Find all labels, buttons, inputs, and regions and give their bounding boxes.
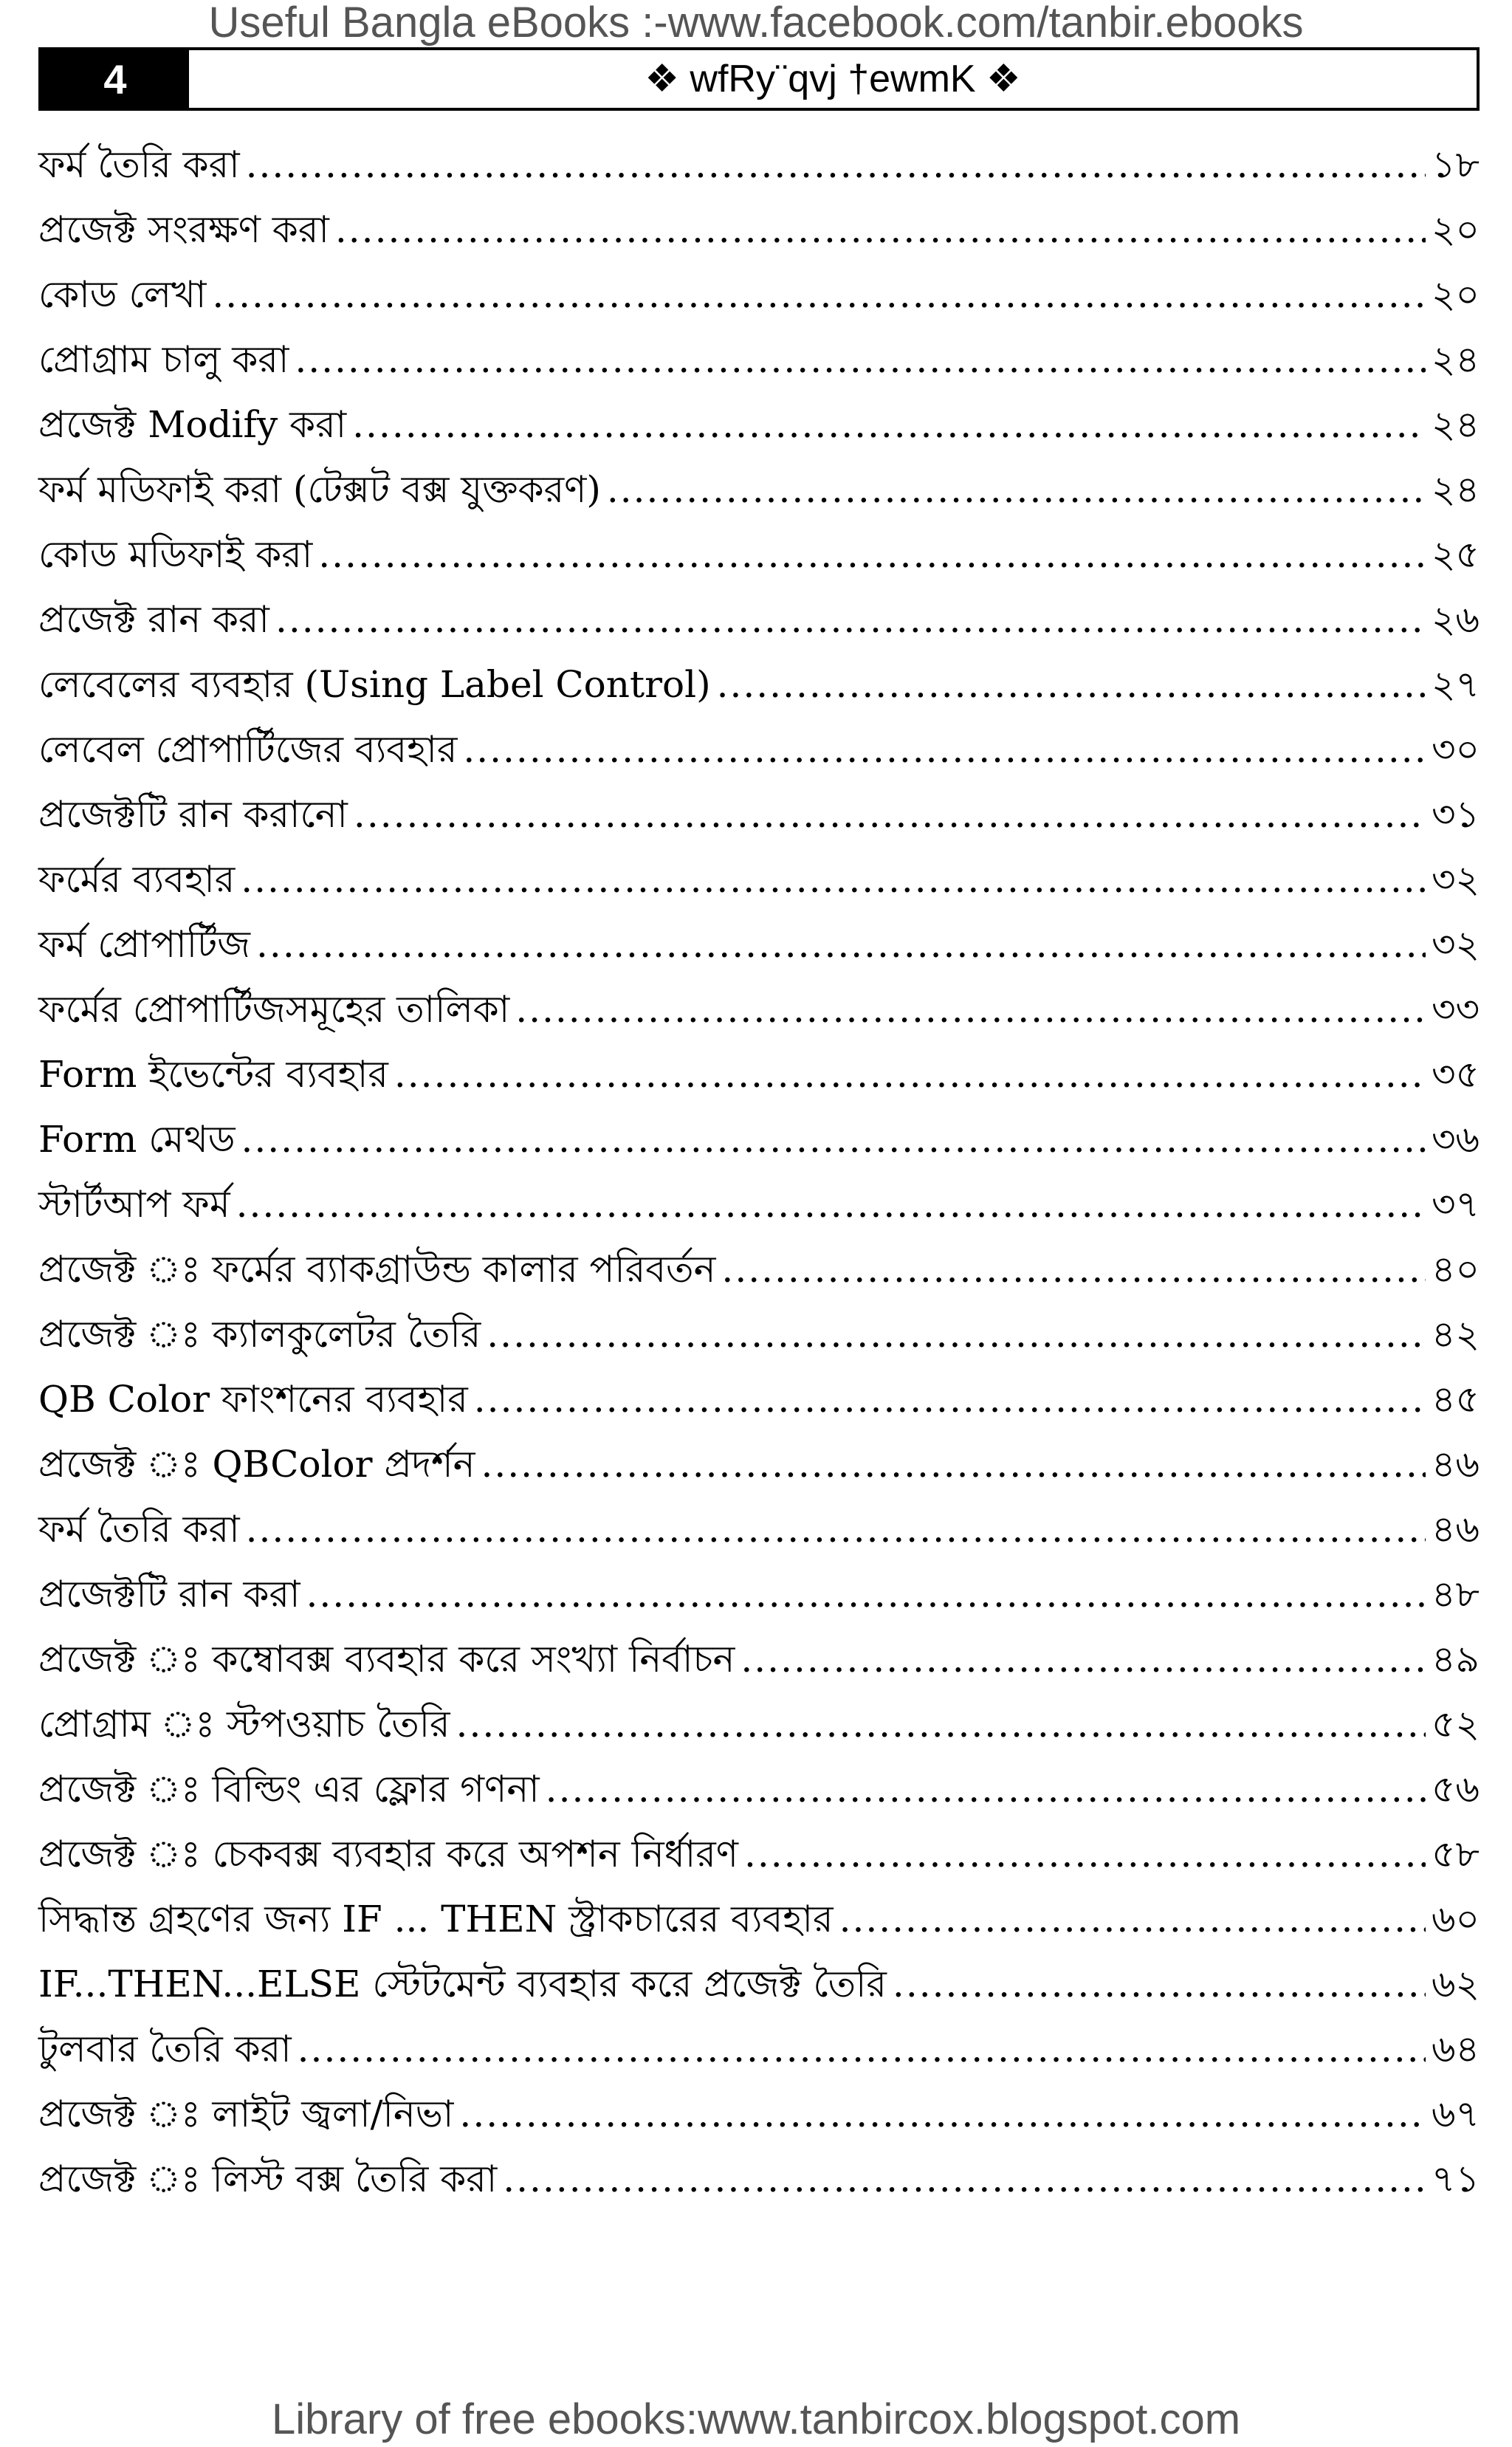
toc-entry-title: প্রজেক্ট ঃ QBColor প্রদর্শন bbox=[38, 1443, 475, 1486]
toc-entry bbox=[38, 1307, 1480, 1372]
toc-dot-leader bbox=[241, 858, 1426, 901]
toc-entry-page: ৩২ bbox=[1431, 923, 1480, 966]
toc-entry bbox=[38, 982, 1480, 1047]
toc-entry-title: প্রজেক্ট ঃ লিস্ট বক্স তৈরি করা bbox=[38, 2158, 498, 2200]
toc-entry bbox=[38, 267, 1480, 332]
toc-entry bbox=[38, 1047, 1480, 1112]
toc-dot-leader bbox=[721, 1248, 1426, 1291]
toc-entry bbox=[38, 1827, 1480, 1892]
toc-entry bbox=[38, 462, 1480, 527]
toc-entry bbox=[38, 2022, 1480, 2087]
page-number: 4 bbox=[41, 50, 189, 108]
toc-entry-title: ফর্মের ব্যবহার bbox=[38, 858, 236, 901]
page-header bbox=[38, 47, 1480, 111]
toc-entry-title: ফর্ম প্রোপার্টিজ bbox=[38, 923, 251, 966]
toc-entry-title: প্রজেক্ট রান করা bbox=[38, 598, 269, 641]
toc-entry-page: ৩৭ bbox=[1431, 1183, 1480, 1226]
toc-dot-leader bbox=[717, 663, 1426, 706]
toc-dot-leader bbox=[256, 923, 1426, 966]
toc-dot-leader bbox=[459, 2093, 1426, 2135]
toc-entry bbox=[38, 137, 1480, 202]
toc-entry-title: প্রজেক্ট ঃ ফর্মের ব্যাকগ্রাউন্ড কালার পরিবর্তন bbox=[38, 1248, 716, 1291]
toc-dot-leader bbox=[318, 533, 1426, 576]
toc-entry-page: ২৫ bbox=[1432, 533, 1480, 576]
toc-entry bbox=[38, 1957, 1480, 2022]
toc-dot-leader bbox=[246, 1508, 1426, 1551]
toc-entry bbox=[38, 1892, 1480, 1957]
toc-dot-leader bbox=[515, 988, 1426, 1031]
toc-entry-title: Form মেথড bbox=[38, 1118, 236, 1161]
toc-entry-title: ফর্ম তৈরি করা bbox=[38, 143, 240, 186]
toc-entry bbox=[38, 202, 1480, 267]
toc-dot-leader bbox=[241, 1118, 1426, 1161]
toc-entry-title: কোড মডিফাই করা bbox=[38, 533, 313, 576]
toc-dot-leader bbox=[295, 338, 1426, 381]
toc-entry bbox=[38, 1632, 1480, 1697]
toc-dot-leader bbox=[481, 1443, 1426, 1486]
toc-entry-title: কোড লেখা bbox=[38, 273, 207, 316]
toc-entry bbox=[38, 852, 1480, 917]
toc-entry-title: Form ইভেন্টের ব্যবহার bbox=[38, 1053, 388, 1096]
toc-entry-title: প্রজেক্টটি রান করানো bbox=[38, 793, 348, 836]
toc-entry-page: ৪০ bbox=[1432, 1248, 1480, 1291]
toc-entry-title: সিদ্ধান্ত গ্রহণের জন্য IF ... THEN স্ট্রাকচারের ব্যবহার bbox=[38, 1898, 834, 1940]
toc-entry-title: প্রজেক্ট ঃ বিল্ডিং এর ফ্লোর গণনা bbox=[38, 1768, 540, 1811]
toc-dot-leader bbox=[236, 1183, 1426, 1226]
toc-dot-leader bbox=[487, 1313, 1426, 1356]
toc-dot-leader bbox=[394, 1053, 1426, 1096]
toc-entry-page: ৪৫ bbox=[1432, 1378, 1480, 1421]
toc-entry bbox=[38, 722, 1480, 787]
toc-dot-leader bbox=[474, 1378, 1426, 1421]
toc-entry-title: প্রোগ্রাম ঃ স্টপওয়াচ তৈরি bbox=[38, 1703, 450, 1746]
toc-entry-page: ৩৩ bbox=[1431, 988, 1480, 1031]
toc-dot-leader bbox=[744, 1833, 1426, 1875]
toc-entry bbox=[38, 1242, 1480, 1307]
toc-entry-page: ২৭ bbox=[1431, 663, 1480, 706]
toc-entry bbox=[38, 1502, 1480, 1567]
toc-entry bbox=[38, 332, 1480, 397]
toc-entry-page: ৫৬ bbox=[1432, 1768, 1480, 1811]
toc-entry-title: প্রজেক্ট ঃ চেকবক্স ব্যবহার করে অপশন নির্ধারণ bbox=[38, 1833, 738, 1875]
toc-dot-leader bbox=[503, 2158, 1426, 2200]
top-banner: Useful Bangla eBooks :-www.facebook.com/tanbir.ebooks bbox=[208, 0, 1304, 47]
toc-entry bbox=[38, 592, 1480, 657]
toc-entry-page: ৪৬ bbox=[1432, 1443, 1480, 1486]
toc-entry-title: ফর্মের প্রোপার্টিজসমূহের তালিকা bbox=[38, 988, 510, 1031]
table-of-contents bbox=[38, 137, 1480, 2217]
toc-entry bbox=[38, 1697, 1480, 1762]
toc-entry-title: টুলবার তৈরি করা bbox=[38, 2028, 292, 2070]
toc-entry bbox=[38, 657, 1480, 722]
toc-entry-page: ১৮ bbox=[1432, 143, 1480, 186]
toc-dot-leader bbox=[607, 468, 1426, 511]
toc-entry-title: লেবেল প্রোপার্টিজের ব্যবহার bbox=[38, 728, 458, 771]
toc-entry-title: প্রজেক্ট ঃ লাইট জ্বলা/নিভা bbox=[38, 2093, 454, 2135]
toc-dot-leader bbox=[298, 2028, 1426, 2070]
toc-entry-page: ৪২ bbox=[1432, 1313, 1480, 1356]
toc-entry-title: স্টার্টআপ ফর্ম bbox=[38, 1183, 230, 1226]
toc-entry-page: ৬৪ bbox=[1432, 2028, 1480, 2070]
toc-entry-page: ৬০ bbox=[1431, 1898, 1480, 1940]
toc-entry-page: ৩১ bbox=[1432, 793, 1480, 836]
toc-entry-page: ৩৫ bbox=[1432, 1053, 1480, 1096]
toc-dot-leader bbox=[212, 273, 1426, 316]
toc-entry-title: ফর্ম মডিফাই করা (টেক্সট বক্স যুক্তকরণ) bbox=[38, 468, 601, 511]
toc-entry bbox=[38, 1437, 1480, 1502]
toc-entry-page: ৬৭ bbox=[1431, 2093, 1480, 2135]
toc-entry-title: প্রজেক্ট সংরক্ষণ করা bbox=[38, 208, 329, 251]
toc-dot-leader bbox=[839, 1898, 1426, 1940]
toc-dot-leader bbox=[246, 143, 1426, 186]
toc-dot-leader bbox=[306, 1573, 1426, 1616]
toc-entry bbox=[38, 397, 1480, 462]
toc-entry bbox=[38, 917, 1480, 982]
toc-entry bbox=[38, 1112, 1480, 1177]
toc-entry bbox=[38, 1372, 1480, 1437]
toc-entry-title: প্রজেক্ট Modify করা bbox=[38, 403, 347, 446]
toc-entry bbox=[38, 1762, 1480, 1827]
toc-entry bbox=[38, 1567, 1480, 1632]
header-title: ❖ wfRy¨qvj †ewmK ❖ bbox=[645, 58, 1021, 100]
toc-entry-page: ২৪ bbox=[1432, 468, 1480, 511]
toc-entry-page: ২৪ bbox=[1432, 338, 1480, 381]
toc-entry-title: IF...THEN...ELSE স্টেটমেন্ট ব্যবহার করে প্রজেক্ট তৈরি bbox=[38, 1963, 887, 2005]
toc-entry bbox=[38, 527, 1480, 592]
toc-entry-page: ৩২ bbox=[1431, 858, 1480, 901]
toc-entry-title: ফর্ম তৈরি করা bbox=[38, 1508, 240, 1551]
toc-entry-title: প্রোগ্রাম চালু করা bbox=[38, 338, 289, 381]
toc-dot-leader bbox=[335, 208, 1426, 251]
toc-dot-leader bbox=[456, 1703, 1426, 1746]
toc-entry-page: ৪৯ bbox=[1432, 1638, 1480, 1681]
toc-dot-leader bbox=[275, 598, 1426, 641]
toc-entry-page: ৫৮ bbox=[1432, 1833, 1480, 1875]
toc-entry-title: প্রজেক্ট ঃ ক্যালকুলেটর তৈরি bbox=[38, 1313, 481, 1356]
toc-dot-leader bbox=[893, 1963, 1426, 2005]
toc-entry-page: ৫২ bbox=[1432, 1703, 1480, 1746]
toc-entry bbox=[38, 2152, 1480, 2217]
toc-entry bbox=[38, 1177, 1480, 1242]
toc-entry-title: QB Color ফাংশনের ব্যবহার bbox=[38, 1378, 468, 1421]
toc-dot-leader bbox=[546, 1768, 1426, 1811]
bottom-banner: Library of free ebooks:www.tanbircox.blogspot.com bbox=[271, 2395, 1241, 2443]
toc-entry-title: লেবেলের ব্যবহার (Using Label Control) bbox=[38, 663, 711, 706]
toc-entry-page: ৭১ bbox=[1432, 2158, 1480, 2200]
toc-entry-page: ২০ bbox=[1431, 273, 1480, 316]
toc-entry-page: ২০ bbox=[1431, 208, 1480, 251]
toc-entry-page: ৬২ bbox=[1431, 1963, 1480, 2005]
toc-entry-title: প্রজেক্ট ঃ কম্বোবক্স ব্যবহার করে সংখ্যা নির্বাচন bbox=[38, 1638, 735, 1681]
toc-entry-page: ৪৬ bbox=[1432, 1508, 1480, 1551]
toc-entry-page: ২৬ bbox=[1431, 598, 1480, 641]
toc-entry-page: ৩০ bbox=[1431, 728, 1480, 771]
toc-entry-title: প্রজেক্টটি রান করা bbox=[38, 1573, 300, 1616]
toc-entry-page: ৪৮ bbox=[1432, 1573, 1480, 1616]
toc-dot-leader bbox=[463, 728, 1426, 771]
toc-entry bbox=[38, 787, 1480, 852]
toc-entry bbox=[38, 2087, 1480, 2152]
toc-dot-leader bbox=[354, 793, 1426, 836]
toc-dot-leader bbox=[352, 403, 1426, 446]
toc-dot-leader bbox=[740, 1638, 1426, 1681]
toc-entry-page: ২৪ bbox=[1432, 403, 1480, 446]
toc-entry-page: ৩৬ bbox=[1431, 1118, 1480, 1161]
